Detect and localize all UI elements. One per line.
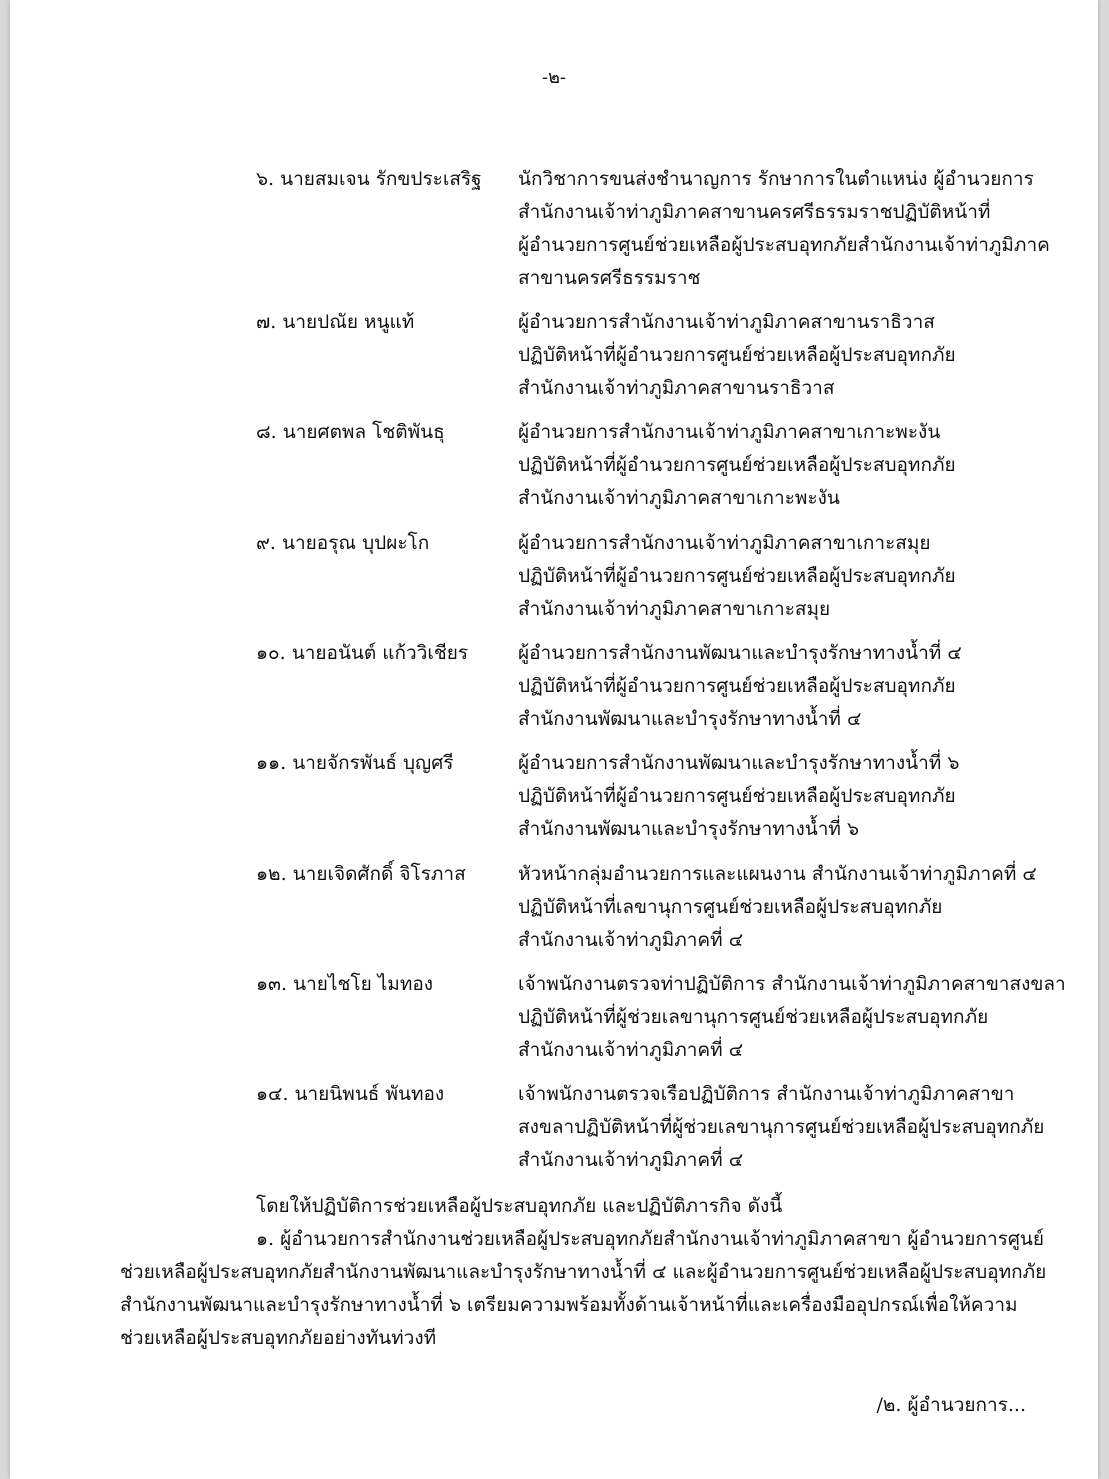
appointee-position: [518, 858, 1048, 957]
position-line: สำนักงานพัฒนาและบำรุงรักษาทางน้ำที่ ๔: [518, 708, 862, 730]
position-line: ผู้อำนวยการสำนักงานเจ้าท่าภูมิภาคสาขานราธิวาส: [518, 311, 935, 333]
position-line: เจ้าพนักงานตรวจท่าปฏิบัติการ สำนักงานเจ้าท่าภูมิภาคสาขาสงขลา: [518, 973, 1066, 995]
document-page: [10, 0, 1098, 1479]
position-line: สำนักงานพัฒนาและบำรุงรักษาทางน้ำที่ ๖: [518, 818, 859, 840]
position-line: สำนักงานเจ้าท่าภูมิภาคสาขาเกาะสมุย: [518, 598, 831, 620]
position-line: ผู้อำนวยการสำนักงานเจ้าท่าภูมิภาคสาขาเกาะสมุย: [518, 532, 931, 554]
appointee-name: ๑๒. นายเจิดศักดิ์ จิโรภาส: [256, 863, 466, 885]
position-line: สำนักงานเจ้าท่าภูมิภาคที่ ๔: [518, 1039, 744, 1061]
appointee-position: [518, 163, 1048, 295]
continuation-note: /๒. ผู้อำนวยการ...: [876, 1394, 1026, 1416]
position-line: สำนักงานเจ้าท่าภูมิภาคสาขานราธิวาส: [518, 377, 835, 399]
appointee-position: [518, 306, 1048, 405]
appointee-position: [518, 637, 1048, 736]
appointee-name: ๗. นายปณัย หนูแท้: [256, 311, 415, 333]
position-line: สำนักงานเจ้าท่าภูมิภาคสาขาเกาะพะงัน: [518, 487, 840, 509]
position-line: เจ้าพนักงานตรวจเรือปฏิบัติการ สำนักงานเจ้าท่าภูมิภาคสาขา: [518, 1083, 1015, 1105]
appointee-name: ๙. นายอรุณ บุปผะโก: [256, 532, 430, 554]
position-line: ผู้อำนวยการสำนักงานเจ้าท่าภูมิภาคสาขาเกาะพะงัน: [518, 421, 941, 443]
intro-paragraph: โดยให้ปฏิบัติการช่วยเหลือผู้ประสบอุทกภัย และปฏิบัติภารกิจ ดังนี้: [256, 1195, 783, 1217]
position-line: สำนักงานเจ้าท่าภูมิภาคที่ ๔: [518, 929, 744, 951]
paragraph-1-line-2: ช่วยเหลือผู้ประสบอุทกภัยสำนักงานพัฒนาและบำรุงรักษาทางน้ำที่ ๔ และผู้อำนวยการศูนย์ช่วยเหลือผู้ประสบอุทกภัย: [120, 1261, 1047, 1283]
appointee-position: [518, 747, 1048, 846]
appointee-position: [518, 1078, 1048, 1177]
position-line: สงขลาปฏิบัติหน้าที่ผู้ช่วยเลขานุการศูนย์ช่วยเหลือผู้ประสบอุทกภัย: [518, 1116, 1045, 1138]
position-line: ผู้อำนวยการศูนย์ช่วยเหลือผู้ประสบอุทกภัยสำนักงานเจ้าท่าภูมิภาค: [518, 234, 1050, 256]
position-line: ปฏิบัติหน้าที่ผู้อำนวยการศูนย์ช่วยเหลือผู้ประสบอุทกภัย: [518, 344, 956, 366]
appointee-position: [518, 527, 1048, 626]
appointee-name: ๖. นายสมเจน รักขประเสริฐ: [256, 168, 482, 190]
position-line: ปฏิบัติหน้าที่ผู้อำนวยการศูนย์ช่วยเหลือผู้ประสบอุทกภัย: [518, 785, 956, 807]
appointee-position: [518, 968, 1066, 1067]
position-line: ปฏิบัติหน้าที่ผู้อำนวยการศูนย์ช่วยเหลือผู้ประสบอุทกภัย: [518, 565, 956, 587]
position-line: ปฏิบัติหน้าที่ผู้อำนวยการศูนย์ช่วยเหลือผู้ประสบอุทกภัย: [518, 675, 956, 697]
position-line: สาขานครศรีธรรมราช: [518, 267, 701, 289]
position-line: ปฏิบัติหน้าที่เลขานุการศูนย์ช่วยเหลือผู้ประสบอุทกภัย: [518, 896, 943, 918]
paragraph-1-line-1: ๑. ผู้อำนวยการสำนักงานช่วยเหลือผู้ประสบอุทกภัยสำนักงานเจ้าท่าภูมิภาคสาขา ผู้อำนวยการศูนย์: [256, 1228, 1044, 1250]
position-line: ปฏิบัติหน้าที่ผู้ช่วยเลขานุการศูนย์ช่วยเหลือผู้ประสบอุทกภัย: [518, 1006, 989, 1028]
paragraph-1-line-3: สำนักงานพัฒนาและบำรุงรักษาทางน้ำที่ ๖ เตรียมความพร้อมทั้งด้านเจ้าหน้าที่และเครื่องมืออุปกรณ์เพื่อให้ความ: [120, 1294, 1018, 1316]
position-line: หัวหน้ากลุ่มอำนวยการและแผนงาน สำนักงานเจ้าท่าภูมิภาคที่ ๔: [518, 863, 1037, 885]
position-line: สำนักงานเจ้าท่าภูมิภาคที่ ๔: [518, 1149, 744, 1171]
appointee-name: ๑๔. นายนิพนธ์ พันทอง: [256, 1083, 445, 1105]
appointee-position: [518, 416, 1048, 515]
page-number: -๒-: [541, 67, 567, 88]
appointee-name: ๑๑. นายจักรพันธ์ บุญศรี: [256, 752, 454, 774]
appointee-name: ๑๓. นายไชโย ไมทอง: [256, 973, 434, 995]
appointee-name: ๑๐. นายอนันต์ แก้ววิเชียร: [256, 642, 469, 664]
position-line: ปฏิบัติหน้าที่ผู้อำนวยการศูนย์ช่วยเหลือผู้ประสบอุทกภัย: [518, 454, 956, 476]
position-line: ผู้อำนวยการสำนักงานพัฒนาและบำรุงรักษาทางน้ำที่ ๖: [518, 752, 960, 774]
position-line: สำนักงานเจ้าท่าภูมิภาคสาขานครศรีธรรมราชปฏิบัติหน้าที่: [518, 201, 991, 223]
appointee-name: ๘. นายศตพล โชติพันธุ: [256, 421, 445, 443]
position-line: ผู้อำนวยการสำนักงานพัฒนาและบำรุงรักษาทางน้ำที่ ๔: [518, 642, 962, 664]
position-line: นักวิชาการขนส่งชำนาญการ รักษาการในตำแหน่ง ผู้อำนวยการ: [518, 168, 1034, 190]
paragraph-1-line-4: ช่วยเหลือผู้ประสบอุทกภัยอย่างทันท่วงที: [120, 1327, 437, 1349]
